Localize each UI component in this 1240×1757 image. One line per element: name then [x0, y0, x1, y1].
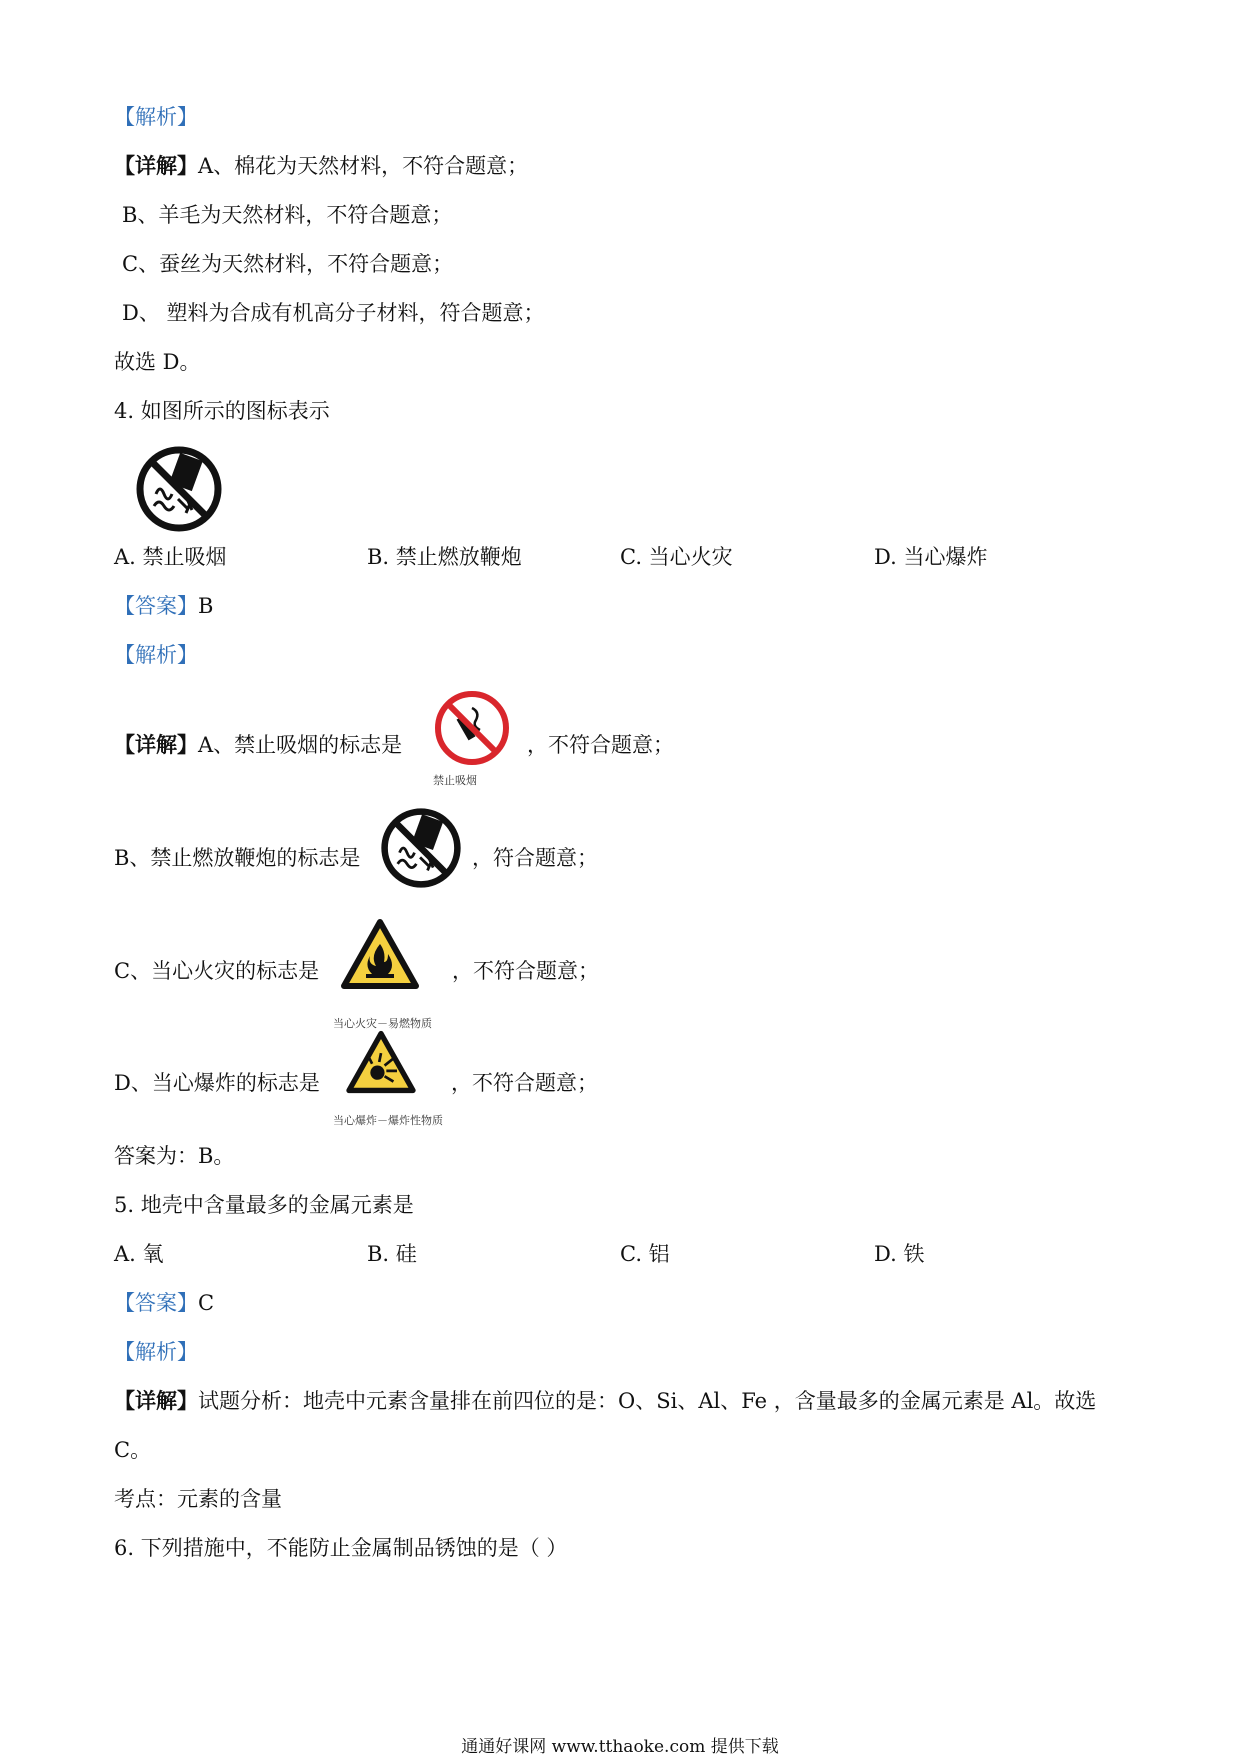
detail-line-d: D、 塑料为合成有机高分子材料，符合题意； [122, 301, 545, 325]
detail-line-c: C、蚕丝为天然材料，不符合题意； [122, 252, 454, 276]
q4-conclusion: 答案为：B。 [114, 1144, 235, 1168]
q5-option-c: C. 铝 [620, 1242, 670, 1266]
q5-kaodian: 考点：元素的含量 [114, 1487, 282, 1511]
footer-text: 通通好课网 www.tthaoke.com 提供下载 [461, 1737, 779, 1757]
detail-line-b: B、羊毛为天然材料，不符合题意； [122, 203, 453, 227]
answer-value: C [198, 1291, 215, 1315]
q5-detail-line1 [114, 1386, 1096, 1416]
q4-option-c: C. 当心火灾 [620, 545, 733, 569]
answer-value: B [198, 594, 214, 618]
q4-detail-b: B、禁止燃放鞭炮的标志是 [114, 846, 361, 870]
detail-label: 【详解】 [114, 1388, 198, 1413]
q4-detail-c: C、当心火灾的标志是 [114, 959, 320, 983]
detail-label: 【详解】 [114, 732, 198, 757]
q5-stem: 5. 地壳中含量最多的金属元素是 [114, 1193, 414, 1217]
q6-stem: 6. 下列措施中，不能防止金属制品锈蚀的是（ ） [114, 1536, 568, 1560]
q5-answer-line [114, 1288, 214, 1318]
q4-stem: 4. 如图所示的图标表示 [114, 399, 330, 423]
no-smoking-caption: 禁止吸烟 [433, 774, 477, 787]
q4-detail-c-post: ，不符合题意； [452, 959, 599, 983]
q5-option-d: D. 铁 [874, 1242, 925, 1266]
q5-option-b: B. 硅 [367, 1242, 417, 1266]
answer-label: 【答案】 [114, 594, 198, 618]
q4-answer-line [114, 591, 213, 621]
q4-option-b: B. 禁止燃放鞭炮 [367, 545, 522, 569]
q5-detail-line2: C。 [114, 1438, 152, 1462]
q4-analysis-label: 【解析】 [114, 643, 198, 667]
q5-analysis-label: 【解析】 [114, 1340, 198, 1364]
q4-detail-b-post: ，符合题意； [472, 846, 598, 870]
detail-line-a [114, 151, 528, 181]
q4-detail-d: D、当心爆炸的标志是 [114, 1071, 320, 1095]
q4-option-d: D. 当心爆炸 [874, 545, 988, 569]
no-firecracker-icon [134, 444, 224, 534]
q4-detail-a-post: ，不符合题意； [527, 733, 674, 757]
fire-warning-icon [340, 918, 420, 990]
detail-text: 试题分析：地壳中元素含量排在前四位的是：O、Si、Al、Fe ，含量最多的金属元素是 Al。故选 [198, 1389, 1097, 1413]
detail-text: A、棉花为天然材料，不符合题意； [198, 154, 529, 178]
no-firecracker-icon [379, 806, 463, 890]
conclusion-1: 故选 D。 [114, 350, 201, 374]
no-smoking-icon [432, 688, 512, 768]
q4-detail-d-post: ，不符合题意； [451, 1071, 598, 1095]
fire-warning-caption: 当心火灾－易燃物质 [333, 1017, 432, 1030]
explosion-warning-icon [345, 1030, 417, 1094]
q4-detail-a [114, 730, 402, 760]
answer-label: 【答案】 [114, 1291, 198, 1315]
analysis-label-1: 【解析】 [114, 105, 198, 129]
detail-text: A、禁止吸烟的标志是 [198, 733, 403, 757]
q4-option-a: A. 禁止吸烟 [114, 545, 227, 569]
explosion-warning-caption: 当心爆炸－爆炸性物质 [333, 1114, 443, 1127]
q5-option-a: A. 氧 [114, 1242, 164, 1266]
detail-label: 【详解】 [114, 153, 198, 178]
